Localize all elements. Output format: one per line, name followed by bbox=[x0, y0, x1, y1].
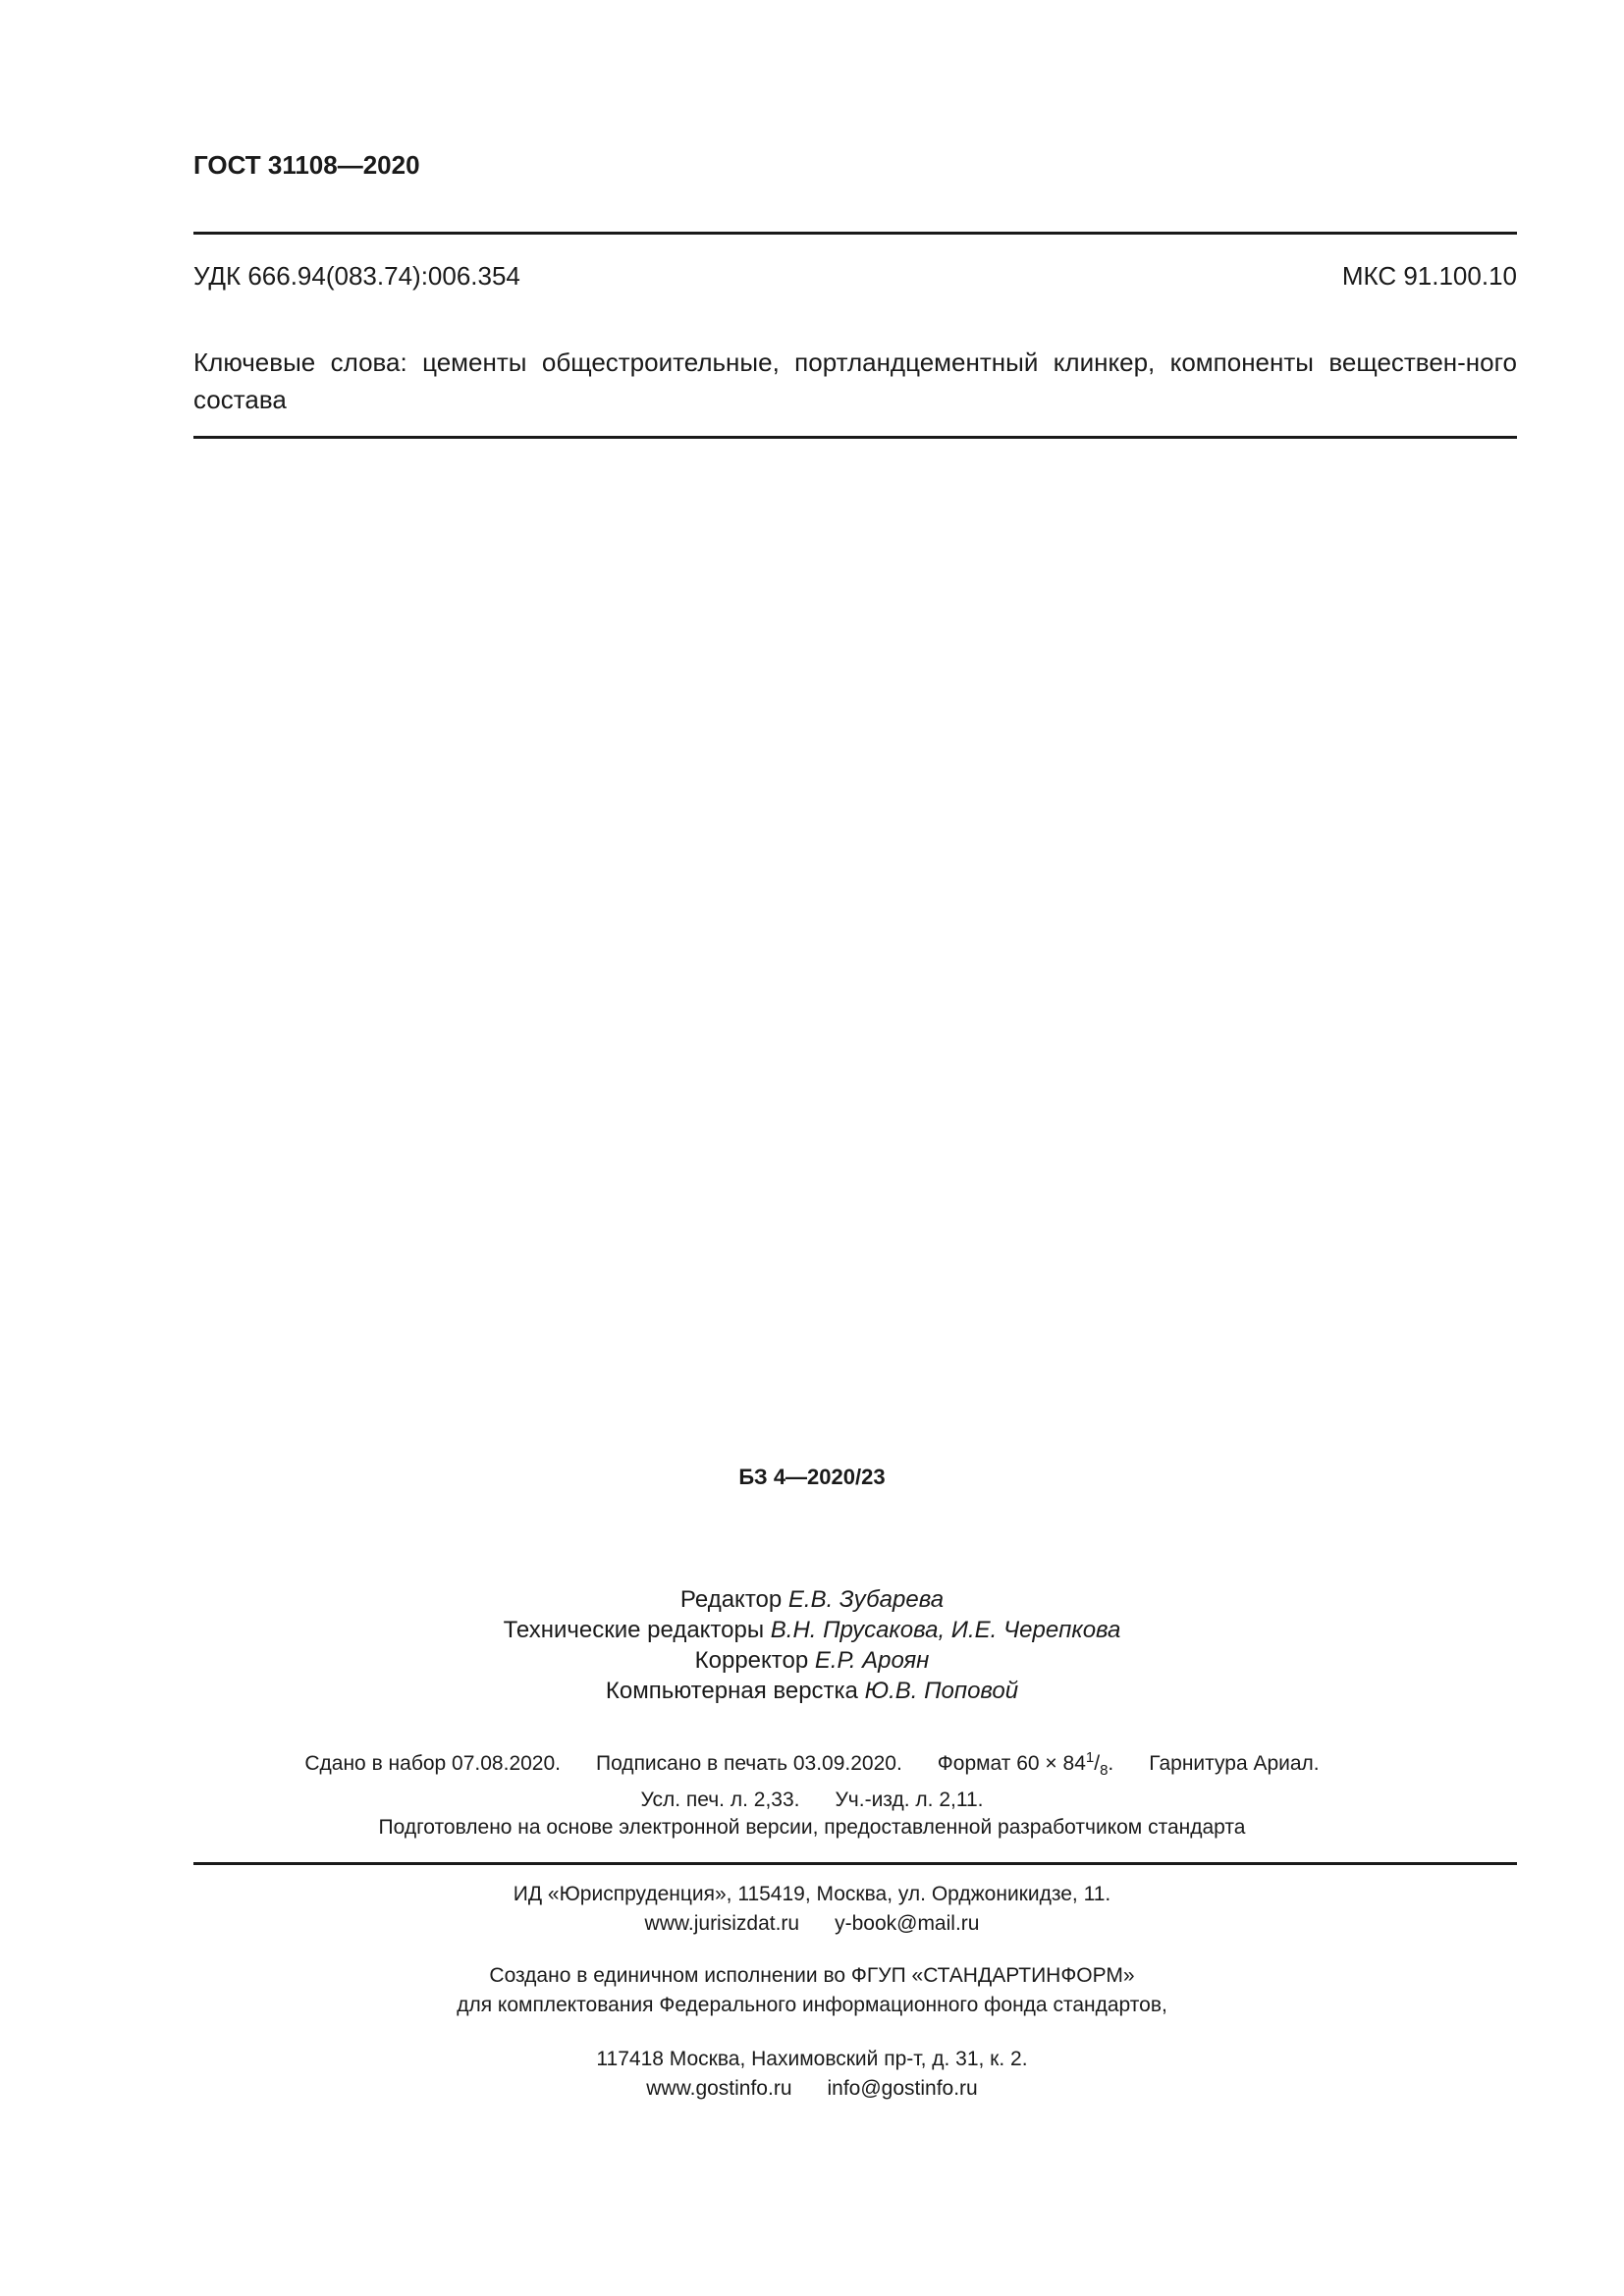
format-info bbox=[937, 1749, 1114, 1780]
publisher-website: www.jurisizdat.ru bbox=[644, 1912, 800, 1935]
mks-code: МКС 91.100.10 bbox=[1341, 261, 1517, 291]
layout-label: Компьютерная верстка bbox=[605, 1678, 858, 1704]
signed-date: Подписано в печать 03.09.2020. bbox=[596, 1752, 902, 1775]
print-info bbox=[0, 1743, 1624, 1815]
publisher-contacts bbox=[0, 1909, 1624, 1939]
typeface: Гарнитура Ариал. bbox=[1149, 1752, 1320, 1775]
publisher-block bbox=[0, 1880, 1624, 1939]
format-suffix: . bbox=[1108, 1752, 1114, 1775]
corrector-line bbox=[0, 1645, 1624, 1676]
standartinform-email: info@gostinfo.ru bbox=[827, 2077, 978, 2100]
standartinform-address-block bbox=[0, 2045, 1624, 2104]
print-info-row-2 bbox=[0, 1786, 1624, 1815]
format-sup: 1 bbox=[1085, 1749, 1095, 1766]
layout-line bbox=[0, 1676, 1624, 1706]
prepared-note: Подготовлено на основе электронной версии, предоставленной разработчиком стандарта bbox=[378, 1816, 1246, 1839]
tech-editors-names: В.Н. Прусакова, И.Е. Черепкова bbox=[770, 1617, 1121, 1643]
editor-label: Редактор bbox=[679, 1586, 783, 1613]
bz-number: БЗ 4—2020/23 bbox=[738, 1465, 886, 1489]
udk-code: УДК 666.94(083.74):006.354 bbox=[193, 261, 520, 291]
standartinform-address: 117418 Москва, Нахимовский пр-т, д. 31, к. 2. bbox=[596, 2048, 1028, 2070]
submitted-date: Сдано в набор 07.08.2020. bbox=[304, 1752, 561, 1775]
layout-name: Ю.В. Поповой bbox=[864, 1678, 1019, 1704]
publisher-email: y-book@mail.ru bbox=[835, 1912, 980, 1935]
created-line-2: для комплектования Федерального информационного фонда стандартов, bbox=[457, 1994, 1167, 2016]
format-sub: 8 bbox=[1100, 1762, 1109, 1780]
standartinform-contacts bbox=[0, 2074, 1624, 2104]
keywords-paragraph: Ключевые слова: цементы общестроительные, портландцементный клинкер, компоненты веществен-ного состава bbox=[193, 347, 1517, 414]
tech-editors-line bbox=[0, 1615, 1624, 1645]
editor-line bbox=[0, 1584, 1624, 1615]
credits-block bbox=[0, 1584, 1624, 1706]
uch-izd: Уч.-изд. л. 2,11. bbox=[835, 1789, 984, 1812]
corrector-name: Е.Р. Ароян bbox=[814, 1647, 930, 1674]
format-slash: / bbox=[1094, 1752, 1101, 1775]
top-rule bbox=[193, 232, 1517, 235]
keywords-rule bbox=[193, 436, 1517, 439]
publisher-address: ИД «Юриспруденция», 115419, Москва, ул. Орджоникидзе, 11. bbox=[513, 1883, 1111, 1905]
document-code: ГОСТ 31108—2020 bbox=[193, 150, 420, 180]
print-info-row-1 bbox=[0, 1743, 1624, 1786]
bottom-rule bbox=[193, 1862, 1517, 1865]
created-line-1: Создано в единичном исполнении во ФГУП «СТАНДАРТИНФОРМ» bbox=[489, 1964, 1135, 1987]
format-prefix: Формат 60 × 84 bbox=[937, 1752, 1086, 1775]
usl-pech: Усл. печ. л. 2,33. bbox=[640, 1789, 800, 1812]
corrector-label: Корректор bbox=[694, 1647, 809, 1674]
created-block bbox=[0, 1961, 1624, 2020]
standartinform-website: www.gostinfo.ru bbox=[646, 2077, 792, 2100]
tech-editors-label: Технические редакторы bbox=[503, 1617, 765, 1643]
editor-name: Е.В. Зубарева bbox=[787, 1586, 945, 1613]
